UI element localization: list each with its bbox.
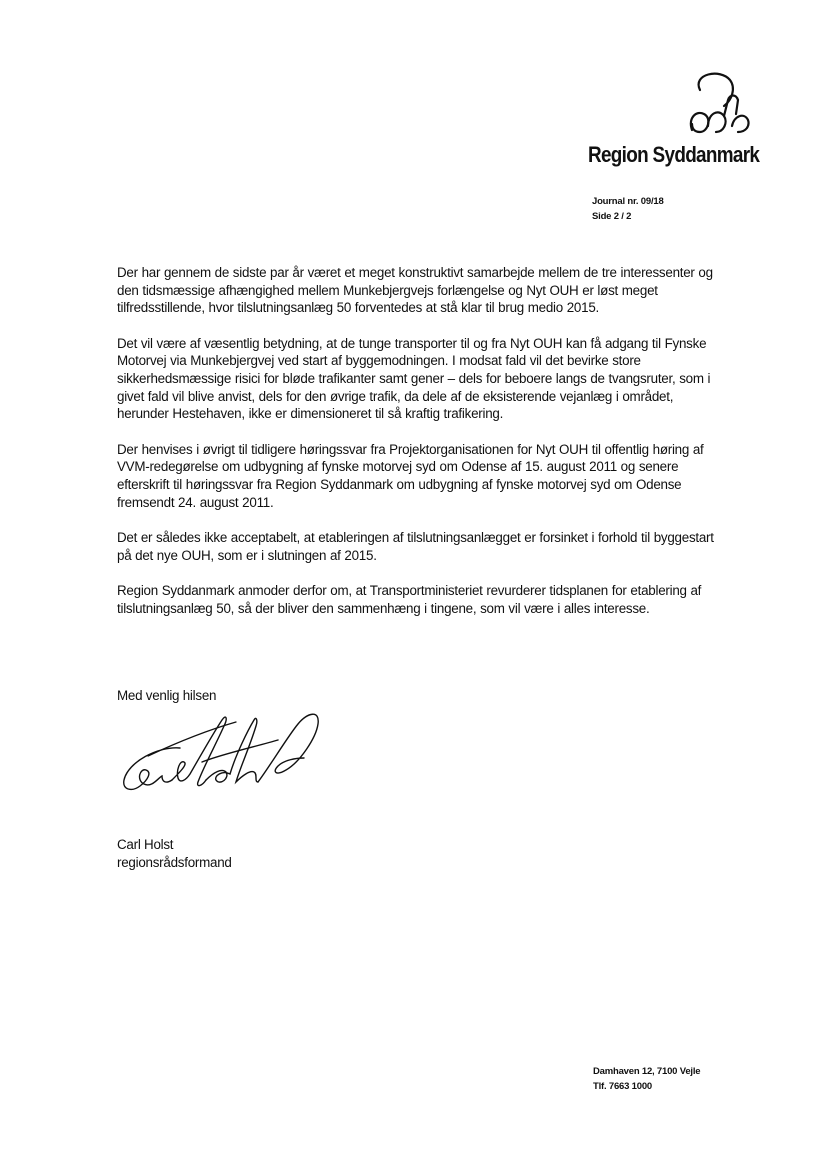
page-number: Side 2 / 2 [592,211,632,222]
region-logo [588,70,778,170]
closing-greeting: Med venlig hilsen [117,688,217,703]
signer-name: Carl Holst [117,837,174,852]
paragraph: Region Syddanmark anmoder derfor om, at Transportministeriet revurderer tidsplanen for etablering af tilslutningsanlæg 50, så der bliver den sammenhæng i tingene, som vil være i alles interesse. [117,583,702,616]
paragraph: Der har gennem de sidste par år været et meget konstruktivt samarbejde mellem de tre interessenter og den tidsmæssige afhængighed mellem Munkebjergvejs forlængelse og Nyt OUH er løst meget tilfredsstillende, hvor tilslutningsanlæg 50 forventedes at stå klar til brug medio 2015. [117,265,713,316]
footer-address-block [593,1064,700,1094]
paragraph: Det vil være af væsentlig betydning, at de tunge transporter til og fra Nyt OUH kan få adgang til Fynske Motorvej via Munkebjergvej ved start af byggemodningen. I modsat fald vil det bevirke store sikkerhedsmæssige risici for bløde trafikanter samt gener – dels for beboere langs de tvangsruter, som i givet fald vil blive anvist, dels for den øvrige trafik, da dele af de eksisterende vejanlæg i området, herunder Hestehaven, ikke er dimensioneret til så kraftig trafikering. [117,335,711,422]
letter-body [117,264,722,636]
paragraph: Det er således ikke acceptabelt, at etableringen af tilslutningsanlægget er forsinket i forhold til byggestart på det nye OUH, som er i slutningen af 2015. [117,530,714,563]
handwritten-signature [118,706,328,802]
footer-phone: Tlf. 7663 1000 [593,1081,652,1092]
footer-address: Damhaven 12, 7100 Vejle [593,1066,701,1077]
journal-number: Journal nr. 09/18 [592,196,664,207]
signer-block [117,836,232,871]
logo-wordmark: Region Syddanmark [588,142,760,167]
document-meta [592,194,664,224]
signer-title: regionsrådsformand [117,854,232,870]
region-logo-mark-icon [678,70,758,138]
paragraph: Der henvises i øvrigt til tidligere høringssvar fra Projektorganisationen for Nyt OUH til offentlig høring af VVM-redegørelse om udbygning af fynske motorvej syd om Odense af 15. august 2011 og senere efterskrift til høringssvar fra Region Syddanmark om udbygning af fynske motorvej syd om Odense fremsendt 24. august 2011. [117,441,704,510]
